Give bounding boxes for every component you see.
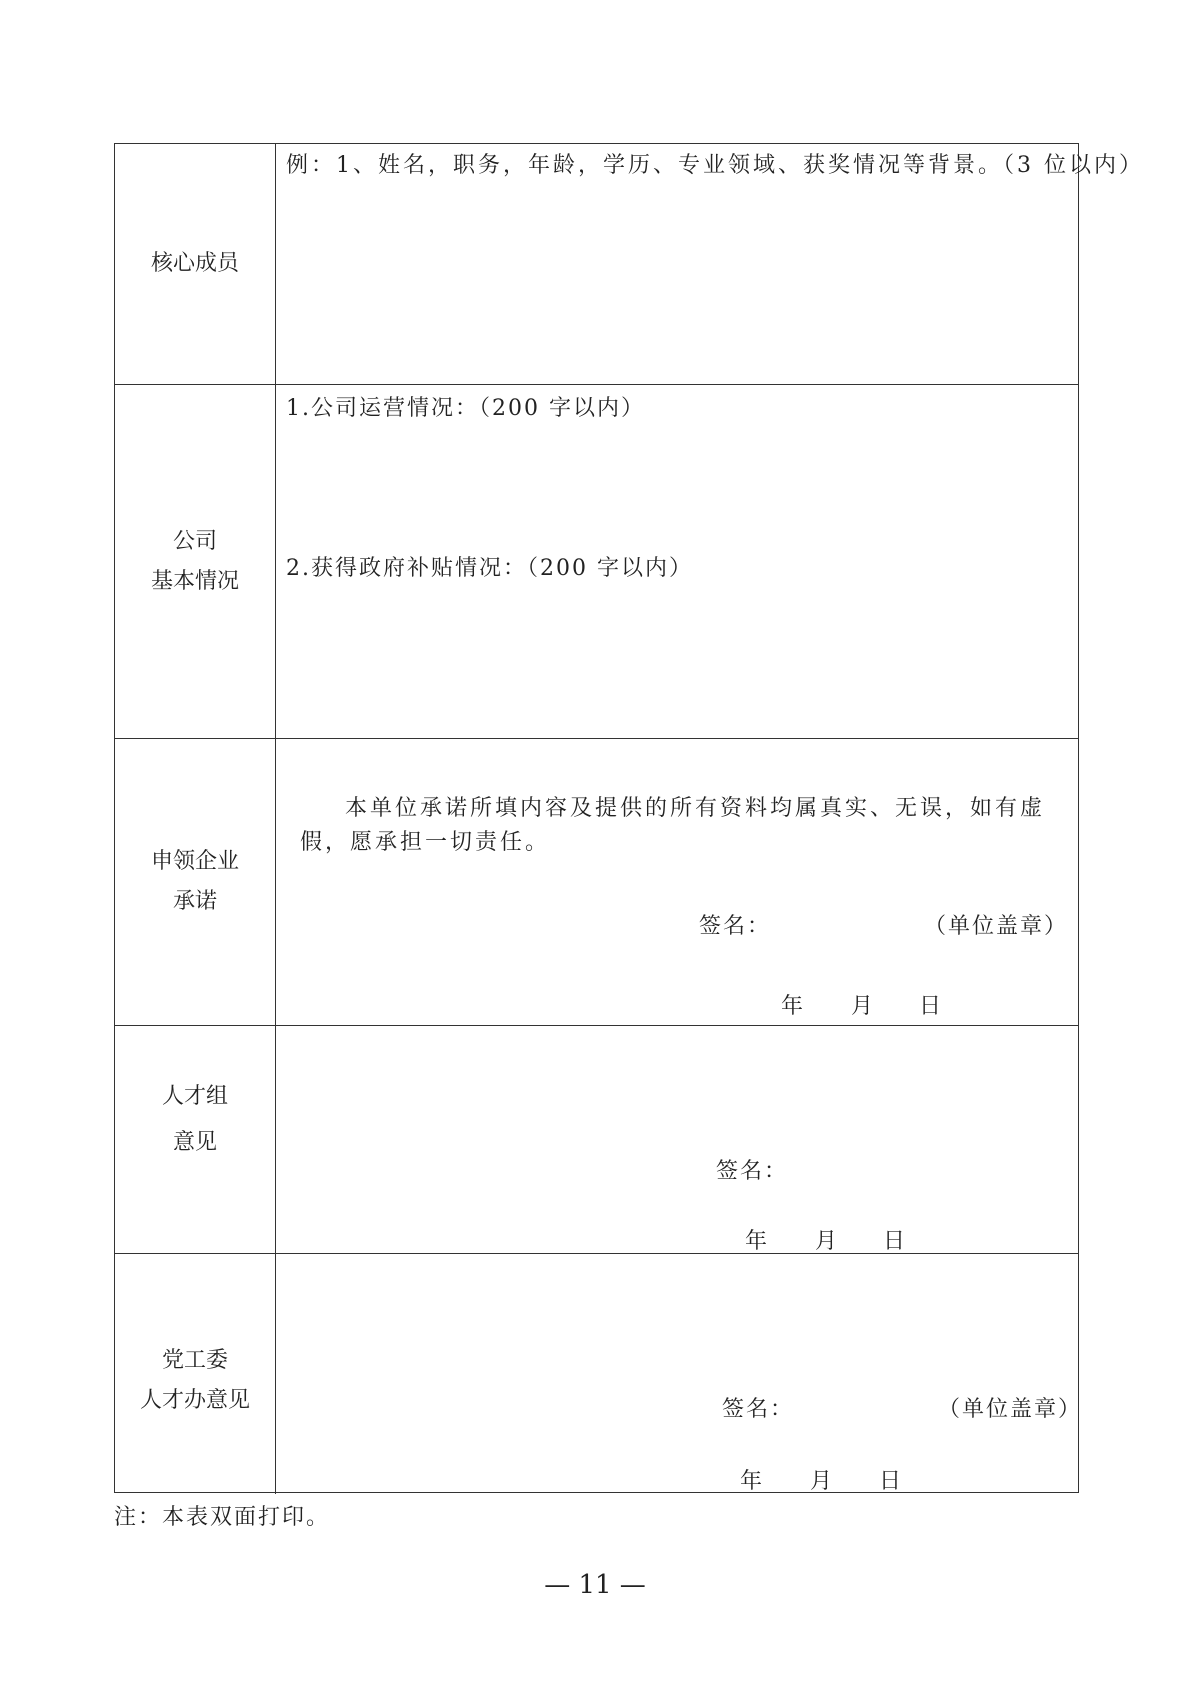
sign-label: 签名：	[722, 1397, 795, 1422]
label-line: 人才办意见	[139, 1388, 250, 1413]
label-talent-group-opinion	[115, 1026, 276, 1253]
application-form-table	[114, 143, 1144, 1494]
government-subsidy-item: 2.获得政府补贴情况：（200 字以内）	[286, 556, 693, 581]
promise-text-line2: 假，愿承担一切责任。	[300, 830, 551, 855]
seal-label: （单位盖章）	[924, 914, 1069, 939]
label-company-info	[115, 385, 276, 738]
day-label: 日	[883, 1229, 908, 1254]
label-line: 承诺	[172, 889, 217, 914]
label-line: 人才组	[161, 1084, 228, 1109]
row-enterprise-promise	[115, 739, 1078, 1026]
company-info-content[interactable]	[276, 385, 1078, 738]
day-label: 日	[919, 994, 944, 1019]
seal-label: （单位盖章）	[938, 1397, 1083, 1422]
party-committee-opinion-content[interactable]	[276, 1254, 1083, 1494]
year-label: 年	[745, 1229, 770, 1254]
sign-label: 签名：	[699, 914, 772, 939]
row-talent-group-opinion	[115, 1026, 1078, 1254]
company-operation-item: 1.公司运营情况：（200 字以内）	[286, 396, 645, 421]
row-company-info	[115, 385, 1078, 739]
day-label: 日	[879, 1469, 904, 1494]
sign-label: 签名：	[716, 1159, 789, 1184]
month-label: 月	[810, 1469, 835, 1494]
label-enterprise-promise	[115, 739, 276, 1025]
core-members-example: 例：1、姓名，职务，年龄，学历、专业领域、获奖情况等背景。（3 位以内）	[286, 153, 1144, 178]
label-line: 基本情况	[150, 568, 239, 594]
month-label: 月	[815, 1229, 840, 1254]
year-label: 年	[781, 994, 806, 1019]
label-core-members	[115, 144, 276, 384]
row-core-members	[115, 144, 1144, 385]
row-party-committee-opinion	[115, 1254, 1083, 1494]
promise-text-line1: 本单位承诺所填内容及提供的所有资料均属真实、无误，如有虚	[345, 796, 1046, 821]
label-line: 申领企业	[150, 849, 239, 874]
enterprise-promise-content[interactable]	[276, 739, 1078, 1025]
print-note: 注：本表双面打印。	[114, 1505, 331, 1530]
label-line: 意见	[172, 1130, 217, 1155]
month-label: 月	[851, 994, 876, 1019]
label-party-committee-opinion	[115, 1254, 276, 1494]
label-line: 党工委	[161, 1348, 228, 1373]
talent-group-opinion-content[interactable]	[276, 1026, 1078, 1253]
page-number: — 11 —	[544, 1570, 646, 1600]
year-label: 年	[740, 1469, 765, 1494]
core-members-content[interactable]	[276, 144, 1144, 384]
label-line: 公司	[172, 528, 217, 554]
label-line: 核心成员	[150, 251, 239, 276]
